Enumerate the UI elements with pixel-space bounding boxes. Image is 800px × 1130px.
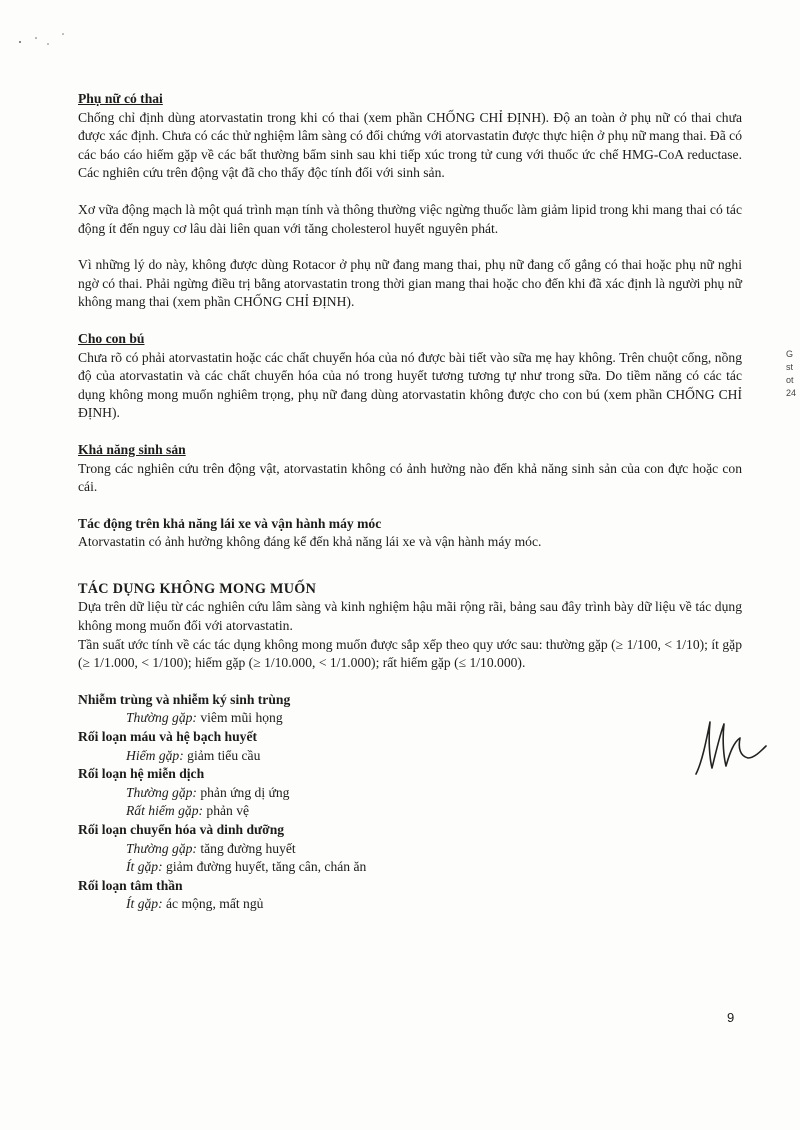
section-title-adverse-effects: TÁC DỤNG KHÔNG MONG MUỐN: [78, 580, 317, 597]
adverse-effect-row: [126, 840, 742, 859]
section-title-fertility: Khả năng sinh sản: [78, 441, 186, 457]
edge-mark: ot: [786, 375, 794, 385]
paragraph: Chống chỉ định dùng atorvastatin trong khi có thai (xem phần CHỐNG CHỈ ĐỊNH). Độ an toàn ở phụ nữ có thai chưa được xác định. Chưa có các thử nghiệm lâm sàng có đối chứng với atorvastatin được thực hiện ở phụ nữ mang thai. Đã có các báo cáo hiếm gặp về các bất thường bẩm sinh sau khi tiếp xúc trong tử cung với thuốc ức chế HMG-CoA reductase. Các nghiên cứu trên động vật đã cho thấy độc tính đối với sinh sản.: [78, 109, 742, 181]
section-title-driving: Tác động trên khả năng lái xe và vận hành máy móc: [78, 515, 382, 531]
adverse-category: Rối loạn tâm thần: [78, 877, 183, 893]
effect-text: tăng đường huyết: [196, 840, 296, 856]
paragraph: Chưa rõ có phải atorvastatin hoặc các chất chuyển hóa của nó được bài tiết vào sữa mẹ hay không. Trên chuột cống, nồng độ của atorvastatin và các chất chuyển hóa của nó trong huyết tương tương tự như trong sữa. Do tiềm năng có các tác dụng không mong muốn nghiêm trọng, phụ nữ đang dùng atorvastatin không được cho con bú (xem phần CHỐNG CHỈ ĐỊNH).: [78, 349, 742, 421]
adverse-effect-row: [126, 747, 742, 766]
effect-text: giảm tiểu cầu: [183, 747, 261, 763]
scan-specks: [0, 20, 80, 50]
frequency-label: Thường gặp:: [126, 784, 197, 800]
section-driving: [78, 515, 742, 552]
effect-text: ác mộng, mất ngủ: [162, 896, 264, 912]
signature-mark: [690, 712, 770, 782]
section-pregnancy: [78, 90, 742, 312]
page-number: 9: [727, 1010, 735, 1025]
frequency-label: Rất hiếm gặp:: [126, 803, 204, 819]
adverse-effect-row: [126, 802, 742, 821]
section-fertility: [78, 441, 742, 497]
edge-mark: 24: [786, 388, 797, 398]
adverse-category: Nhiễm trùng và nhiễm ký sinh trùng: [78, 691, 291, 707]
effect-text: viêm mũi họng: [196, 710, 283, 726]
adverse-category: Rối loạn máu và hệ bạch huyết: [78, 729, 258, 745]
frequency-label: Ít gặp:: [126, 859, 163, 875]
edge-mark: st: [786, 362, 794, 372]
adverse-effect-row: [126, 895, 742, 914]
adverse-category: Rối loạn hệ miễn dịch: [78, 766, 205, 782]
paragraph: Dựa trên dữ liệu từ các nghiên cứu lâm sàng và kinh nghiệm hậu mãi rộng rãi, bảng sau đây trình bày dữ liệu về tác dụng không mong muốn đối với atorvastatin.: [78, 599, 742, 634]
effect-text: phản ứng dị ứng: [196, 784, 290, 800]
adverse-effect-row: [126, 709, 742, 728]
adverse-effects-list: [78, 691, 742, 914]
frequency-label: Thường gặp:: [126, 710, 197, 726]
section-breastfeeding: [78, 330, 742, 423]
adverse-effect-row: [126, 858, 742, 877]
frequency-label: Hiếm gặp:: [126, 747, 184, 763]
edge-marks: [786, 348, 800, 400]
paragraph: Trong các nghiên cứu trên động vật, atorvastatin không có ảnh hưởng nào đến khả năng sinh sản của con đực hoặc con cái.: [78, 460, 742, 495]
paragraph: Tần suất ước tính về các tác dụng không mong muốn được sắp xếp theo quy ước sau: thường gặp (≥ 1/100, < 1/10); ít gặp (≥ 1/1.000, < 1/100); hiếm gặp (≥ 1/10.000, < 1/1.000); rất hiếm gặp (≤ 1/10.000).: [78, 636, 742, 671]
section-title-breastfeeding: Cho con bú: [78, 330, 145, 346]
frequency-label: Ít gặp:: [126, 896, 163, 912]
adverse-category: Rối loạn chuyển hóa và dinh dưỡng: [78, 822, 285, 837]
document-page: [78, 90, 742, 914]
frequency-label: Thường gặp:: [126, 840, 197, 856]
edge-mark: G: [786, 349, 794, 359]
paragraph: Atorvastatin có ảnh hưởng không đáng kể đến khả năng lái xe và vận hành máy móc.: [78, 534, 542, 550]
paragraph: Xơ vữa động mạch là một quá trình mạn tính và thông thường việc ngừng thuốc làm giảm lipid trong khi mang thai có tác động ít đến nguy cơ lâu dài liên quan với tăng cholesterol huyết nguyên phát.: [78, 201, 742, 236]
paragraph: Vì những lý do này, không được dùng Rotacor ở phụ nữ đang mang thai, phụ nữ đang cố gắng có thai hoặc phụ nữ nghi ngờ có thai. Phải ngừng điều trị bằng atorvastatin trong thời gian mang thai hoặc cho đến khi đã xác định là người phụ nữ không mang thai (xem phần CHỐNG CHỈ ĐỊNH).: [78, 257, 742, 310]
effect-text: phản vệ: [203, 803, 250, 819]
adverse-effect-row: [126, 784, 742, 803]
section-title-pregnancy: Phụ nữ có thai: [78, 91, 163, 106]
section-adverse-effects: [78, 580, 742, 914]
effect-text: giảm đường huyết, tăng cân, chán ăn: [162, 859, 367, 875]
